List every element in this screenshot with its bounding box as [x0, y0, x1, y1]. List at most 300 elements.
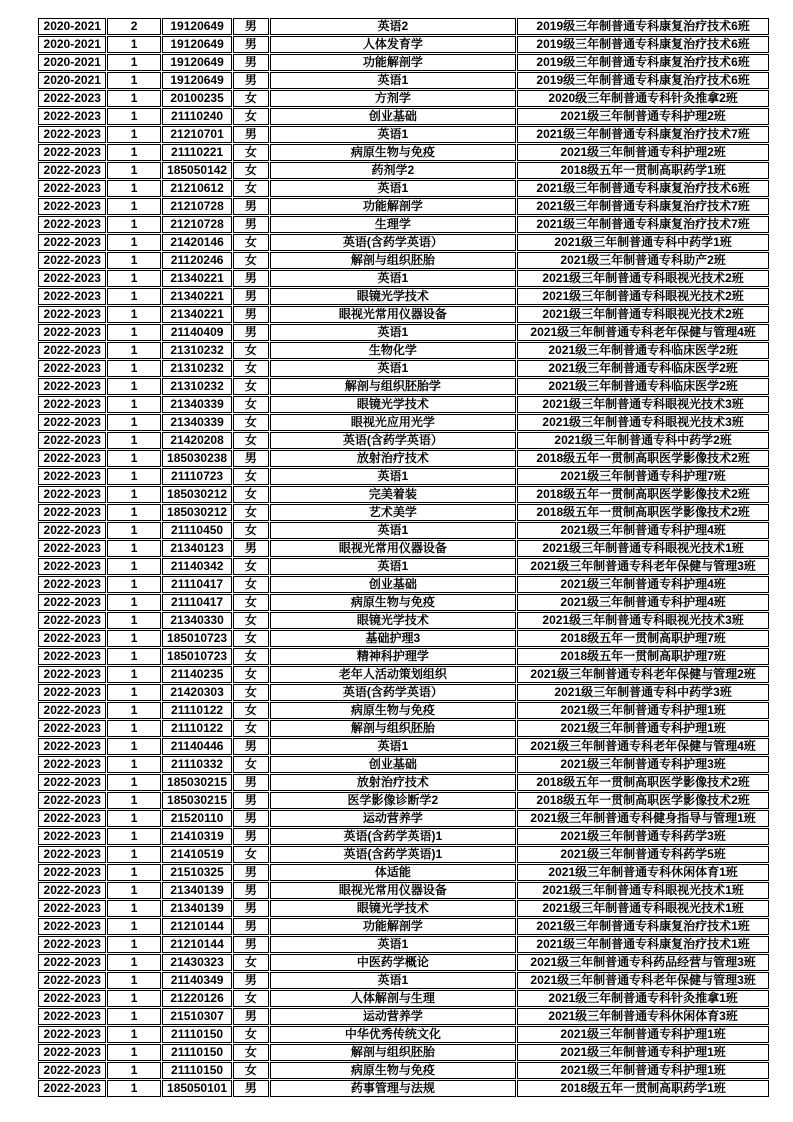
- cell-gender: 男: [233, 900, 268, 917]
- cell-academic-year: 2022-2023: [38, 954, 106, 971]
- cell-term: 1: [107, 234, 160, 251]
- cell-class-name: 2021级三年制普通专科康复治疗技术7班: [517, 126, 769, 143]
- table-row: [38, 666, 769, 683]
- cell-term: 1: [107, 540, 160, 557]
- cell-academic-year: 2022-2023: [38, 450, 106, 467]
- cell-academic-year: 2022-2023: [38, 828, 106, 845]
- cell-class-name: 2021级三年制普通专科老年保健与管理4班: [517, 738, 769, 755]
- cell-course-name: 病原生物与免疫: [270, 144, 517, 161]
- cell-student-id: 21120246: [162, 252, 232, 269]
- cell-gender: 女: [233, 846, 268, 863]
- cell-student-id: 185030212: [162, 486, 232, 503]
- cell-student-id: 185030215: [162, 774, 232, 791]
- cell-course-name: 病原生物与免疫: [270, 594, 517, 611]
- cell-student-id: 19120649: [162, 18, 232, 35]
- cell-term: 1: [107, 468, 160, 485]
- cell-term: 1: [107, 576, 160, 593]
- cell-class-name: 2021级三年制普通专科药品经营与管理3班: [517, 954, 769, 971]
- cell-gender: 女: [233, 990, 268, 1007]
- cell-class-name: 2021级三年制普通专科护理4班: [517, 576, 769, 593]
- table-row: [38, 504, 769, 521]
- cell-term: 1: [107, 720, 160, 737]
- cell-class-name: 2021级三年制普通专科中药学3班: [517, 684, 769, 701]
- cell-term: 1: [107, 72, 160, 89]
- cell-class-name: 2021级三年制普通专科眼视光技术2班: [517, 306, 769, 323]
- cell-academic-year: 2020-2021: [38, 72, 106, 89]
- cell-term: 1: [107, 972, 160, 989]
- cell-course-name: 艺术美学: [270, 504, 517, 521]
- cell-student-id: 21340139: [162, 882, 232, 899]
- cell-student-id: 19120649: [162, 72, 232, 89]
- cell-gender: 男: [233, 18, 268, 35]
- cell-class-name: 2021级三年制普通专科中药学1班: [517, 234, 769, 251]
- cell-class-name: 2019级三年制普通专科康复治疗技术6班: [517, 18, 769, 35]
- cell-gender: 女: [233, 666, 268, 683]
- table-row: [38, 432, 769, 449]
- cell-academic-year: 2022-2023: [38, 576, 106, 593]
- table-row: [38, 18, 769, 35]
- table-row: [38, 162, 769, 179]
- cell-class-name: 2021级三年制普通专科休闲体育1班: [517, 864, 769, 881]
- cell-class-name: 2021级三年制普通专科针灸推拿1班: [517, 990, 769, 1007]
- cell-class-name: 2021级三年制普通专科眼视光技术3班: [517, 414, 769, 431]
- cell-term: 1: [107, 504, 160, 521]
- table-row: [38, 306, 769, 323]
- cell-gender: 女: [233, 756, 268, 773]
- cell-gender: 男: [233, 270, 268, 287]
- table-row: [38, 414, 769, 431]
- cell-class-name: 2018级五年一贯制高职医学影像技术2班: [517, 486, 769, 503]
- cell-student-id: 21510325: [162, 864, 232, 881]
- cell-term: 1: [107, 306, 160, 323]
- cell-student-id: 21110150: [162, 1026, 232, 1043]
- cell-gender: 男: [233, 450, 268, 467]
- cell-term: 1: [107, 666, 160, 683]
- cell-academic-year: 2022-2023: [38, 162, 106, 179]
- cell-student-id: 21340339: [162, 414, 232, 431]
- cell-student-id: 185010723: [162, 630, 232, 647]
- cell-course-name: 药剂学2: [270, 162, 517, 179]
- cell-academic-year: 2022-2023: [38, 1026, 106, 1043]
- table-row: [38, 468, 769, 485]
- cell-term: 1: [107, 378, 160, 395]
- cell-term: 1: [107, 558, 160, 575]
- table-row: [38, 756, 769, 773]
- table-row: [38, 954, 769, 971]
- cell-course-name: 眼视光应用光学: [270, 414, 517, 431]
- cell-academic-year: 2022-2023: [38, 684, 106, 701]
- cell-student-id: 21210144: [162, 918, 232, 935]
- cell-gender: 男: [233, 216, 268, 233]
- table-row: [38, 216, 769, 233]
- cell-academic-year: 2022-2023: [38, 468, 106, 485]
- cell-academic-year: 2022-2023: [38, 1062, 106, 1079]
- table-row: [38, 234, 769, 251]
- cell-gender: 男: [233, 936, 268, 953]
- cell-class-name: 2021级三年制普通专科休闲体育3班: [517, 1008, 769, 1025]
- cell-gender: 女: [233, 702, 268, 719]
- table-row: [38, 360, 769, 377]
- table-row: [38, 90, 769, 107]
- cell-gender: 男: [233, 828, 268, 845]
- cell-gender: 女: [233, 180, 268, 197]
- cell-term: 1: [107, 126, 160, 143]
- cell-student-id: 21110417: [162, 594, 232, 611]
- cell-gender: 女: [233, 90, 268, 107]
- grades-table: [37, 17, 770, 1098]
- cell-term: 1: [107, 648, 160, 665]
- cell-academic-year: 2022-2023: [38, 108, 106, 125]
- cell-academic-year: 2022-2023: [38, 792, 106, 809]
- cell-course-name: 运动营养学: [270, 1008, 517, 1025]
- cell-academic-year: 2022-2023: [38, 936, 106, 953]
- cell-course-name: 英语1: [270, 738, 517, 755]
- table-row: [38, 144, 769, 161]
- cell-academic-year: 2022-2023: [38, 126, 106, 143]
- cell-course-name: 病原生物与免疫: [270, 1062, 517, 1079]
- cell-class-name: 2021级三年制普通专科临床医学2班: [517, 342, 769, 359]
- cell-term: 1: [107, 216, 160, 233]
- cell-class-name: 2021级三年制普通专科临床医学2班: [517, 360, 769, 377]
- cell-term: 1: [107, 684, 160, 701]
- cell-class-name: 2021级三年制普通专科护理1班: [517, 702, 769, 719]
- cell-course-name: 英语1: [270, 558, 517, 575]
- cell-student-id: 21140349: [162, 972, 232, 989]
- cell-course-name: 解剖与组织胚胎学: [270, 378, 517, 395]
- cell-student-id: 21430323: [162, 954, 232, 971]
- cell-academic-year: 2022-2023: [38, 180, 106, 197]
- cell-course-name: 英语(含药学英语)1: [270, 846, 517, 863]
- cell-course-name: 英语1: [270, 468, 517, 485]
- table-row: [38, 864, 769, 881]
- cell-gender: 男: [233, 1008, 268, 1025]
- cell-gender: 女: [233, 648, 268, 665]
- cell-gender: 女: [233, 954, 268, 971]
- cell-term: 1: [107, 342, 160, 359]
- cell-course-name: 眼视光常用仪器设备: [270, 306, 517, 323]
- cell-gender: 女: [233, 1044, 268, 1061]
- table-row: [38, 1008, 769, 1025]
- cell-course-name: 药事管理与法规: [270, 1080, 517, 1097]
- cell-class-name: 2018级五年一贯制高职护理7班: [517, 648, 769, 665]
- cell-student-id: 19120649: [162, 54, 232, 71]
- cell-class-name: 2021级三年制普通专科老年保健与管理3班: [517, 558, 769, 575]
- cell-course-name: 英语1: [270, 126, 517, 143]
- cell-course-name: 运动营养学: [270, 810, 517, 827]
- cell-class-name: 2021级三年制普通专科护理3班: [517, 756, 769, 773]
- table-row: [38, 126, 769, 143]
- cell-gender: 男: [233, 918, 268, 935]
- cell-gender: 女: [233, 432, 268, 449]
- table-row: [38, 558, 769, 575]
- cell-student-id: 185050142: [162, 162, 232, 179]
- cell-academic-year: 2022-2023: [38, 1008, 106, 1025]
- table-row: [38, 936, 769, 953]
- cell-course-name: 生物化学: [270, 342, 517, 359]
- cell-gender: 男: [233, 72, 268, 89]
- cell-academic-year: 2022-2023: [38, 612, 106, 629]
- table-row: [38, 450, 769, 467]
- cell-gender: 男: [233, 36, 268, 53]
- cell-gender: 女: [233, 162, 268, 179]
- cell-class-name: 2021级三年制普通专科老年保健与管理4班: [517, 324, 769, 341]
- cell-term: 1: [107, 864, 160, 881]
- cell-gender: 女: [233, 720, 268, 737]
- cell-course-name: 英语(含药学英语）: [270, 684, 517, 701]
- cell-course-name: 解剖与组织胚胎: [270, 720, 517, 737]
- table-row: [38, 594, 769, 611]
- cell-student-id: 185010723: [162, 648, 232, 665]
- cell-course-name: 创业基础: [270, 756, 517, 773]
- cell-class-name: 2021级三年制普通专科临床医学2班: [517, 378, 769, 395]
- cell-student-id: 21210701: [162, 126, 232, 143]
- cell-academic-year: 2020-2021: [38, 18, 106, 35]
- cell-academic-year: 2022-2023: [38, 1080, 106, 1097]
- cell-gender: 女: [233, 342, 268, 359]
- cell-student-id: 21210728: [162, 216, 232, 233]
- table-row: [38, 846, 769, 863]
- cell-gender: 男: [233, 738, 268, 755]
- table-row: [38, 1026, 769, 1043]
- cell-gender: 男: [233, 288, 268, 305]
- cell-gender: 女: [233, 396, 268, 413]
- cell-gender: 女: [233, 360, 268, 377]
- cell-gender: 男: [233, 540, 268, 557]
- cell-student-id: 21420303: [162, 684, 232, 701]
- cell-class-name: 2021级三年制普通专科康复治疗技术1班: [517, 936, 769, 953]
- cell-class-name: 2021级三年制普通专科药学5班: [517, 846, 769, 863]
- cell-academic-year: 2022-2023: [38, 288, 106, 305]
- cell-student-id: 21340139: [162, 900, 232, 917]
- cell-class-name: 2018级五年一贯制高职医学影像技术2班: [517, 774, 769, 791]
- cell-student-id: 185030215: [162, 792, 232, 809]
- cell-academic-year: 2022-2023: [38, 540, 106, 557]
- cell-student-id: 21340221: [162, 306, 232, 323]
- cell-term: 1: [107, 774, 160, 791]
- cell-student-id: 21110723: [162, 468, 232, 485]
- cell-class-name: 2021级三年制普通专科中药学2班: [517, 432, 769, 449]
- cell-term: 1: [107, 414, 160, 431]
- cell-class-name: 2021级三年制普通专科眼视光技术1班: [517, 540, 769, 557]
- cell-term: 1: [107, 54, 160, 71]
- cell-academic-year: 2022-2023: [38, 144, 106, 161]
- cell-course-name: 放射治疗技术: [270, 450, 517, 467]
- cell-academic-year: 2022-2023: [38, 216, 106, 233]
- cell-gender: 男: [233, 306, 268, 323]
- cell-course-name: 眼视光常用仪器设备: [270, 540, 517, 557]
- cell-term: 1: [107, 738, 160, 755]
- cell-course-name: 英语1: [270, 522, 517, 539]
- table-row: [38, 648, 769, 665]
- table-row: [38, 828, 769, 845]
- cell-academic-year: 2022-2023: [38, 324, 106, 341]
- cell-student-id: 21310232: [162, 378, 232, 395]
- cell-term: 1: [107, 270, 160, 287]
- table-row: [38, 522, 769, 539]
- cell-academic-year: 2022-2023: [38, 252, 106, 269]
- cell-academic-year: 2022-2023: [38, 648, 106, 665]
- cell-course-name: 英语(含药学英语)1: [270, 828, 517, 845]
- cell-class-name: 2021级三年制普通专科健身指导与管理1班: [517, 810, 769, 827]
- cell-student-id: 21110150: [162, 1044, 232, 1061]
- cell-course-name: 解剖与组织胚胎: [270, 1044, 517, 1061]
- cell-course-name: 功能解剖学: [270, 918, 517, 935]
- cell-student-id: 21110417: [162, 576, 232, 593]
- cell-term: 1: [107, 810, 160, 827]
- cell-class-name: 2019级三年制普通专科康复治疗技术6班: [517, 36, 769, 53]
- table-row: [38, 288, 769, 305]
- table-row: [38, 630, 769, 647]
- cell-academic-year: 2022-2023: [38, 360, 106, 377]
- cell-course-name: 眼视光常用仪器设备: [270, 882, 517, 899]
- cell-student-id: 21210728: [162, 198, 232, 215]
- cell-student-id: 21110332: [162, 756, 232, 773]
- cell-term: 1: [107, 954, 160, 971]
- table-row: [38, 990, 769, 1007]
- cell-class-name: 2021级三年制普通专科眼视光技术3班: [517, 612, 769, 629]
- cell-term: 1: [107, 486, 160, 503]
- cell-gender: 男: [233, 792, 268, 809]
- cell-course-name: 眼镜光学技术: [270, 900, 517, 917]
- table-row: [38, 738, 769, 755]
- table-row: [38, 702, 769, 719]
- cell-course-name: 体适能: [270, 864, 517, 881]
- cell-class-name: 2021级三年制普通专科护理7班: [517, 468, 769, 485]
- table-row: [38, 54, 769, 71]
- table-row: [38, 270, 769, 287]
- cell-class-name: 2021级三年制普通专科护理1班: [517, 1026, 769, 1043]
- cell-term: 1: [107, 450, 160, 467]
- cell-student-id: 185050101: [162, 1080, 232, 1097]
- cell-student-id: 21310232: [162, 360, 232, 377]
- cell-academic-year: 2022-2023: [38, 396, 106, 413]
- cell-course-name: 中华优秀传统文化: [270, 1026, 517, 1043]
- cell-academic-year: 2022-2023: [38, 774, 106, 791]
- cell-academic-year: 2022-2023: [38, 270, 106, 287]
- cell-student-id: 21410319: [162, 828, 232, 845]
- cell-academic-year: 2022-2023: [38, 432, 106, 449]
- cell-academic-year: 2022-2023: [38, 900, 106, 917]
- cell-course-name: 功能解剖学: [270, 54, 517, 71]
- cell-term: 1: [107, 162, 160, 179]
- table-row: [38, 720, 769, 737]
- cell-student-id: 21310232: [162, 342, 232, 359]
- cell-class-name: 2021级三年制普通专科眼视光技术2班: [517, 288, 769, 305]
- cell-gender: 男: [233, 864, 268, 881]
- cell-student-id: 21110450: [162, 522, 232, 539]
- table-row: [38, 198, 769, 215]
- cell-student-id: 21340339: [162, 396, 232, 413]
- cell-class-name: 2018级五年一贯制高职医学影像技术2班: [517, 504, 769, 521]
- cell-student-id: 21110150: [162, 1062, 232, 1079]
- cell-student-id: 21110240: [162, 108, 232, 125]
- cell-term: 1: [107, 90, 160, 107]
- cell-gender: 男: [233, 126, 268, 143]
- table-row: [38, 576, 769, 593]
- cell-gender: 男: [233, 774, 268, 791]
- cell-academic-year: 2022-2023: [38, 846, 106, 863]
- cell-academic-year: 2022-2023: [38, 810, 106, 827]
- cell-course-name: 英语(含药学英语）: [270, 234, 517, 251]
- table-row: [38, 378, 769, 395]
- cell-course-name: 解剖与组织胚胎: [270, 252, 517, 269]
- cell-academic-year: 2022-2023: [38, 306, 106, 323]
- cell-student-id: 21340221: [162, 288, 232, 305]
- cell-class-name: 2021级三年制普通专科老年保健与管理2班: [517, 666, 769, 683]
- cell-academic-year: 2022-2023: [38, 486, 106, 503]
- cell-term: 1: [107, 396, 160, 413]
- cell-academic-year: 2020-2021: [38, 54, 106, 71]
- cell-course-name: 英语1: [270, 972, 517, 989]
- cell-student-id: 21410519: [162, 846, 232, 863]
- cell-academic-year: 2022-2023: [38, 702, 106, 719]
- cell-student-id: 21510307: [162, 1008, 232, 1025]
- cell-term: 1: [107, 630, 160, 647]
- cell-class-name: 2021级三年制普通专科康复治疗技术7班: [517, 216, 769, 233]
- cell-class-name: 2021级三年制普通专科眼视光技术2班: [517, 270, 769, 287]
- table-row: [38, 1080, 769, 1097]
- cell-academic-year: 2020-2021: [38, 36, 106, 53]
- cell-gender: 男: [233, 810, 268, 827]
- cell-course-name: 英语1: [270, 270, 517, 287]
- cell-student-id: 21110221: [162, 144, 232, 161]
- cell-term: 1: [107, 36, 160, 53]
- cell-course-name: 方剂学: [270, 90, 517, 107]
- cell-course-name: 创业基础: [270, 576, 517, 593]
- table-row: [38, 972, 769, 989]
- cell-class-name: 2018级五年一贯制高职医学影像技术2班: [517, 450, 769, 467]
- cell-class-name: 2018级五年一贯制高职医学影像技术2班: [517, 792, 769, 809]
- cell-class-name: 2021级三年制普通专科眼视光技术1班: [517, 900, 769, 917]
- cell-term: 1: [107, 108, 160, 125]
- cell-student-id: 185030212: [162, 504, 232, 521]
- cell-class-name: 2021级三年制普通专科护理4班: [517, 594, 769, 611]
- cell-term: 1: [107, 360, 160, 377]
- table-row: [38, 810, 769, 827]
- cell-course-name: 眼镜光学技术: [270, 612, 517, 629]
- cell-academic-year: 2022-2023: [38, 504, 106, 521]
- cell-academic-year: 2022-2023: [38, 594, 106, 611]
- table-row: [38, 792, 769, 809]
- cell-class-name: 2021级三年制普通专科护理1班: [517, 1044, 769, 1061]
- cell-gender: 女: [233, 612, 268, 629]
- cell-class-name: 2018级五年一贯制高职药学1班: [517, 162, 769, 179]
- cell-term: 1: [107, 1008, 160, 1025]
- cell-gender: 女: [233, 414, 268, 431]
- cell-course-name: 病原生物与免疫: [270, 702, 517, 719]
- cell-course-name: 完美着装: [270, 486, 517, 503]
- cell-term: 1: [107, 180, 160, 197]
- cell-term: 1: [107, 792, 160, 809]
- cell-class-name: 2021级三年制普通专科护理1班: [517, 720, 769, 737]
- cell-class-name: 2021级三年制普通专科康复治疗技术6班: [517, 180, 769, 197]
- cell-term: 1: [107, 522, 160, 539]
- cell-course-name: 人体解剖与生理: [270, 990, 517, 1007]
- cell-gender: 男: [233, 882, 268, 899]
- cell-academic-year: 2022-2023: [38, 414, 106, 431]
- cell-student-id: 21140409: [162, 324, 232, 341]
- cell-academic-year: 2022-2023: [38, 234, 106, 251]
- cell-academic-year: 2022-2023: [38, 918, 106, 935]
- table-row: [38, 1044, 769, 1061]
- cell-student-id: 20100235: [162, 90, 232, 107]
- cell-course-name: 精神科护理学: [270, 648, 517, 665]
- cell-course-name: 人体发育学: [270, 36, 517, 53]
- cell-class-name: 2021级三年制普通专科护理4班: [517, 522, 769, 539]
- cell-class-name: 2021级三年制普通专科助产2班: [517, 252, 769, 269]
- cell-gender: 女: [233, 486, 268, 503]
- cell-gender: 男: [233, 972, 268, 989]
